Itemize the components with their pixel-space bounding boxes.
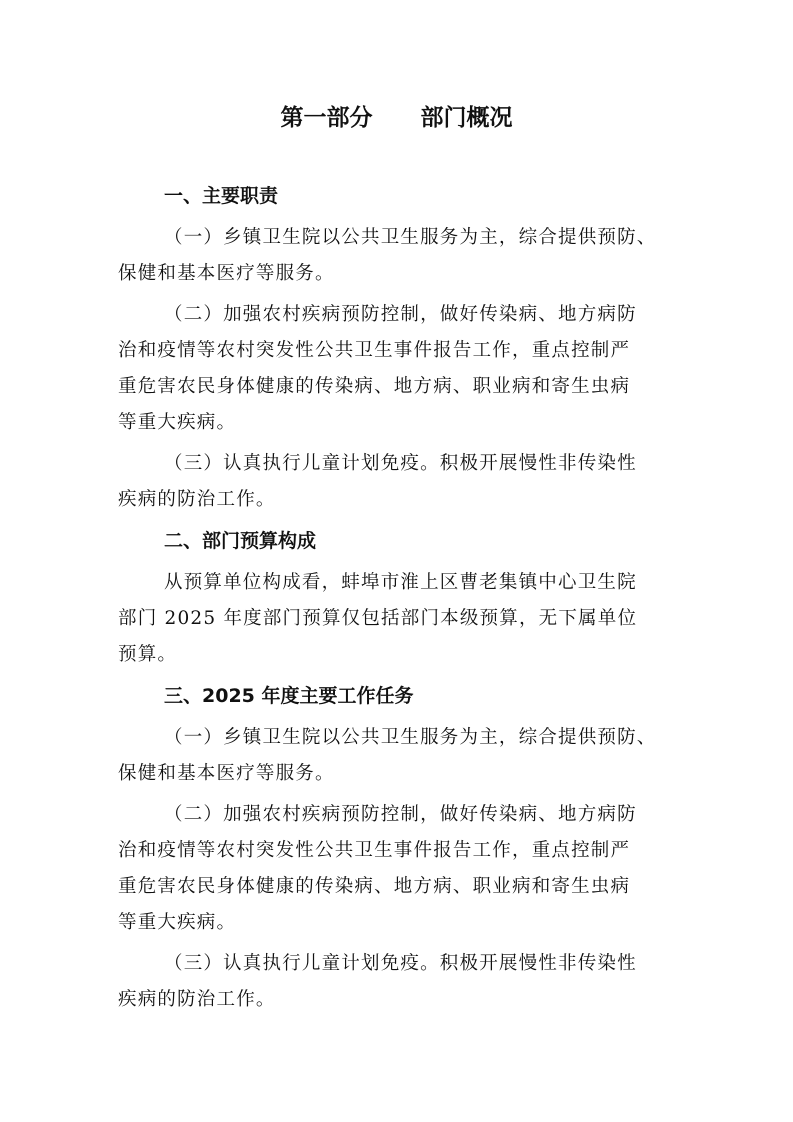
paragraph-line: 部门 2025 年度部门预算仅包括部门本级预算，无下属单位 [118,608,638,629]
paragraph-line: 从预算单位构成看，蚌埠市淮上区曹老集镇中心卫生院 [164,572,637,593]
paragraph-line: （三）认真执行儿童计划免疫。积极开展慢性非传染性 [164,953,637,974]
paragraph-line: （三）认真执行儿童计划免疫。积极开展慢性非传染性 [164,453,637,474]
paragraph [118,297,678,441]
paragraph-line: 预算。 [118,644,178,665]
paragraph [118,946,678,1018]
paragraph-line: 重危害农民身体健康的传染病、地方病、职业病和寄生虫病 [118,376,631,397]
paragraph-line: 疾病的防治工作。 [118,989,276,1010]
paragraph-line: 等重大疾病。 [118,412,237,433]
paragraph-line: （二）加强农村疾病预防控制，做好传染病、地方病防 [164,804,637,825]
paragraph-line: （一）乡镇卫生院以公共卫生服务为主，综合提供预防、 [164,227,657,248]
paragraph-line: （一）乡镇卫生院以公共卫生服务为主，综合提供预防、 [164,727,657,748]
paragraph [118,720,678,792]
section-heading: 三、2025 年度主要工作任务 [164,685,414,707]
paragraph [118,797,678,941]
page-title: 第一部分 部门概况 [280,105,513,131]
section-heading: 一、主要职责 [164,185,279,207]
section-heading: 二、部门预算构成 [164,530,317,552]
paragraph-line: 治和疫情等农村突发性公共卫生事件报告工作，重点控制严 [118,840,631,861]
paragraph-line: 保健和基本医疗等服务。 [118,263,335,284]
paragraph-line: （二）加强农村疾病预防控制，做好传染病、地方病防 [164,304,637,325]
paragraph-gap [118,1018,678,1023]
paragraph [118,220,678,292]
paragraph-line: 保健和基本医疗等服务。 [118,763,335,784]
paragraph-line: 等重大疾病。 [118,912,237,933]
paragraph-line: 重危害农民身体健康的传染病、地方病、职业病和寄生虫病 [118,876,631,897]
document-body [118,178,678,1023]
paragraph-line: 疾病的防治工作。 [118,489,276,510]
paragraph [118,446,678,518]
paragraph-line: 治和疫情等农村突发性公共卫生事件报告工作，重点控制严 [118,340,631,361]
paragraph [118,565,678,673]
